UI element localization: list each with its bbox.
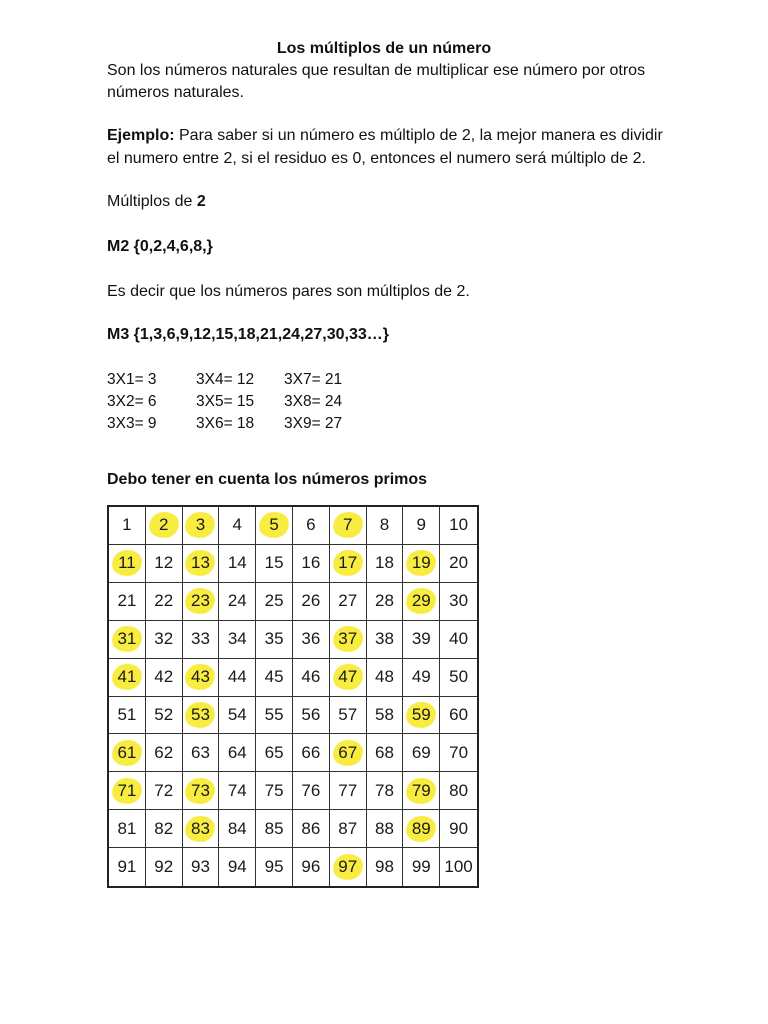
grid-cell	[440, 507, 477, 545]
grid-number: 87	[338, 818, 358, 838]
grid-number: 25	[264, 591, 284, 611]
grid-number: 7	[342, 515, 353, 535]
grid-cell-prime	[256, 507, 293, 545]
grid-cell	[146, 772, 183, 810]
grid-number: 90	[449, 818, 469, 838]
hundred-number-grid	[107, 505, 479, 888]
m2-set: M2 {0,2,4,6,8,}	[107, 238, 213, 255]
grid-number: 99	[411, 857, 431, 877]
grid-cell	[256, 848, 293, 886]
grid-cell	[367, 697, 404, 735]
grid-number: 52	[154, 704, 174, 724]
m3-set: M3 {1,3,6,9,12,15,18,21,24,27,30,33…}	[107, 326, 389, 343]
grid-cell-prime	[183, 810, 220, 848]
grid-number: 23	[191, 591, 210, 611]
grid-number: 54	[227, 704, 247, 724]
grid-number: 26	[301, 591, 321, 611]
grid-number: 28	[375, 591, 394, 611]
grid-cell	[293, 697, 330, 735]
grid-cell	[183, 734, 220, 772]
grid-number: 15	[264, 553, 284, 573]
grid-cell	[330, 772, 367, 810]
example-label: Ejemplo:	[107, 127, 175, 144]
grid-cell	[109, 697, 146, 735]
grid-number: 73	[191, 780, 210, 800]
grid-number: 96	[301, 857, 321, 877]
grid-cell	[219, 697, 256, 735]
primes-heading: Debo tener en cuenta los números primos	[107, 471, 428, 488]
grid-cell	[183, 621, 220, 659]
grid-cell	[146, 583, 183, 621]
definition-line-2: números naturales.	[107, 84, 244, 101]
grid-number: 98	[375, 857, 394, 877]
grid-number: 75	[264, 780, 284, 800]
grid-cell	[293, 810, 330, 848]
grid-number: 81	[117, 818, 137, 838]
grid-number: 2	[158, 515, 169, 535]
grid-number: 13	[191, 553, 210, 573]
grid-number: 67	[338, 742, 358, 762]
grid-cell	[330, 810, 367, 848]
grid-cell-prime	[183, 583, 220, 621]
grid-cell	[293, 659, 330, 697]
grid-number: 19	[411, 553, 431, 573]
grid-cell	[367, 772, 404, 810]
grid-number: 49	[411, 667, 431, 687]
grid-number: 89	[411, 818, 431, 838]
grid-number: 88	[375, 818, 394, 838]
grid-cell	[367, 810, 404, 848]
grid-number: 42	[154, 667, 174, 687]
grid-cell-prime	[109, 621, 146, 659]
grid-number: 63	[191, 742, 210, 762]
grid-cell	[256, 697, 293, 735]
grid-number: 79	[411, 780, 431, 800]
grid-cell	[146, 621, 183, 659]
grid-cell	[403, 659, 440, 697]
grid-number: 65	[264, 742, 284, 762]
grid-number: 53	[191, 704, 210, 724]
grid-cell	[109, 810, 146, 848]
grid-cell	[256, 621, 293, 659]
grid-cell	[219, 545, 256, 583]
grid-cell	[330, 583, 367, 621]
grid-number: 3	[195, 515, 206, 535]
grid-cell-prime	[330, 734, 367, 772]
grid-cell	[293, 583, 330, 621]
grid-number: 9	[416, 515, 427, 535]
times-table-cell: 3X8= 24	[284, 393, 343, 410]
grid-number: 27	[338, 591, 358, 611]
grid-cell	[440, 772, 477, 810]
grid-cell	[403, 621, 440, 659]
grid-cell	[256, 810, 293, 848]
grid-cell	[256, 772, 293, 810]
grid-cell	[293, 848, 330, 886]
grid-number: 80	[449, 780, 469, 800]
grid-number: 48	[375, 667, 394, 687]
grid-number: 33	[191, 629, 210, 649]
grid-number: 21	[117, 591, 137, 611]
grid-cell-prime	[109, 772, 146, 810]
definition-line-1: Son los números naturales que resultan de multiplicar ese número por otros	[107, 62, 646, 79]
grid-number: 39	[411, 629, 431, 649]
grid-number: 51	[117, 704, 137, 724]
grid-cell	[367, 848, 404, 886]
grid-cell	[293, 507, 330, 545]
times-table-cell: 3X4= 12	[196, 371, 255, 388]
grid-cell-prime	[146, 507, 183, 545]
grid-cell-prime	[403, 583, 440, 621]
grid-number: 85	[264, 818, 284, 838]
grid-number: 91	[117, 857, 137, 877]
grid-number: 29	[411, 591, 431, 611]
grid-cell-prime	[109, 734, 146, 772]
grid-number: 70	[449, 742, 469, 762]
grid-number: 76	[301, 780, 321, 800]
grid-number: 45	[264, 667, 284, 687]
grid-number: 66	[301, 742, 321, 762]
grid-cell	[219, 772, 256, 810]
grid-number: 77	[338, 780, 358, 800]
grid-cell-prime	[330, 659, 367, 697]
grid-number: 94	[227, 857, 247, 877]
grid-cell	[440, 545, 477, 583]
grid-cell	[440, 697, 477, 735]
grid-cell	[403, 507, 440, 545]
grid-number: 47	[338, 667, 358, 687]
grid-number: 95	[264, 857, 284, 877]
grid-number: 61	[117, 742, 137, 762]
grid-number: 24	[227, 591, 247, 611]
grid-cell	[440, 583, 477, 621]
grid-cell	[440, 810, 477, 848]
grid-cell	[403, 848, 440, 886]
grid-cell	[403, 734, 440, 772]
grid-number: 18	[375, 553, 394, 573]
grid-number: 78	[375, 780, 394, 800]
grid-number: 37	[338, 629, 358, 649]
grid-cell-prime	[330, 848, 367, 886]
grid-number: 64	[227, 742, 247, 762]
grid-number: 6	[306, 515, 316, 535]
grid-number: 56	[301, 704, 321, 724]
grid-number: 32	[154, 629, 174, 649]
grid-number: 97	[338, 857, 358, 877]
grid-number: 50	[449, 667, 469, 687]
grid-number: 60	[449, 704, 469, 724]
grid-number: 43	[191, 667, 210, 687]
grid-number: 46	[301, 667, 321, 687]
grid-cell	[219, 810, 256, 848]
grid-cell-prime	[183, 507, 220, 545]
grid-cell-prime	[330, 545, 367, 583]
times-table-cell: 3X9= 27	[284, 415, 343, 432]
grid-cell-prime	[109, 659, 146, 697]
grid-cell-prime	[403, 545, 440, 583]
grid-cell	[146, 810, 183, 848]
grid-cell	[440, 848, 477, 886]
example-line-2: el numero entre 2, si el residuo es 0, entonces el numero será múltiplo de 2.	[107, 150, 646, 167]
grid-number: 72	[154, 780, 174, 800]
times-table-cell: 3X7= 21	[284, 371, 343, 388]
times-table-cell: 3X5= 15	[196, 393, 255, 410]
grid-number: 68	[375, 742, 394, 762]
grid-cell	[146, 545, 183, 583]
times-table-cell: 3X1= 3	[107, 371, 157, 388]
grid-cell	[256, 545, 293, 583]
grid-cell-prime	[183, 697, 220, 735]
grid-cell	[330, 697, 367, 735]
times-table-cell: 3X6= 18	[196, 415, 255, 432]
grid-cell	[146, 697, 183, 735]
grid-cell	[219, 507, 256, 545]
grid-cell	[293, 545, 330, 583]
grid-number: 71	[117, 780, 137, 800]
grid-cell	[146, 848, 183, 886]
grid-cell-prime	[109, 545, 146, 583]
grid-number: 57	[338, 704, 358, 724]
example-text-1: Para saber si un número es múltiplo de 2, la mejor manera es dividir	[174, 127, 663, 144]
grid-number: 16	[301, 553, 321, 573]
grid-number: 74	[227, 780, 247, 800]
grid-number: 84	[227, 818, 247, 838]
grid-number: 44	[227, 667, 247, 687]
grid-number: 38	[375, 629, 394, 649]
grid-cell-prime	[330, 621, 367, 659]
times-table-cell: 3X2= 6	[107, 393, 157, 410]
grid-cell	[256, 659, 293, 697]
grid-number: 59	[411, 704, 431, 724]
grid-cell	[109, 848, 146, 886]
grid-number: 8	[379, 515, 390, 535]
grid-cell-prime	[183, 772, 220, 810]
grid-number: 14	[227, 553, 247, 573]
even-note: Es decir que los números pares son múltiplos de 2.	[107, 283, 470, 300]
grid-cell	[219, 734, 256, 772]
grid-cell	[109, 507, 146, 545]
grid-number: 34	[227, 629, 247, 649]
grid-cell	[183, 848, 220, 886]
grid-cell	[219, 848, 256, 886]
grid-cell	[293, 772, 330, 810]
times-table-cell: 3X3= 9	[107, 415, 157, 432]
grid-number: 69	[411, 742, 431, 762]
grid-number: 58	[375, 704, 394, 724]
grid-number: 36	[301, 629, 321, 649]
grid-number: 20	[449, 553, 469, 573]
example-line-1	[107, 125, 663, 147]
grid-number: 17	[338, 553, 358, 573]
grid-number: 4	[232, 515, 243, 535]
grid-cell-prime	[403, 697, 440, 735]
grid-number: 62	[154, 742, 174, 762]
grid-number: 35	[264, 629, 284, 649]
grid-cell-prime	[183, 545, 220, 583]
grid-cell	[440, 621, 477, 659]
grid-number: 31	[117, 629, 137, 649]
grid-cell	[219, 659, 256, 697]
grid-cell	[256, 583, 293, 621]
grid-number: 11	[118, 553, 136, 573]
grid-cell	[219, 583, 256, 621]
grid-number: 1	[122, 515, 132, 535]
grid-cell	[256, 734, 293, 772]
grid-cell	[367, 621, 404, 659]
grid-cell	[146, 659, 183, 697]
grid-number: 10	[449, 515, 469, 535]
grid-number: 55	[264, 704, 284, 724]
grid-number: 30	[449, 591, 469, 611]
grid-cell-prime	[403, 772, 440, 810]
grid-number: 100	[444, 857, 473, 877]
grid-cell	[293, 621, 330, 659]
grid-cell	[367, 583, 404, 621]
grid-number: 92	[154, 857, 174, 877]
grid-number: 41	[117, 667, 137, 687]
grid-number: 40	[449, 629, 469, 649]
grid-number: 83	[191, 818, 210, 838]
grid-cell	[109, 583, 146, 621]
grid-cell	[367, 545, 404, 583]
grid-cell-prime	[183, 659, 220, 697]
grid-cell	[146, 734, 183, 772]
grid-number: 82	[154, 818, 174, 838]
grid-cell	[440, 659, 477, 697]
multiples-of-text: Múltiplos de	[107, 193, 197, 210]
grid-number: 12	[154, 553, 174, 573]
grid-cell	[219, 621, 256, 659]
grid-number: 5	[269, 515, 279, 535]
grid-cell	[367, 659, 404, 697]
multiples-of-number: 2	[196, 193, 206, 210]
grid-cell	[293, 734, 330, 772]
grid-number: 93	[191, 857, 210, 877]
grid-number: 22	[154, 591, 174, 611]
page-title: Los múltiplos de un número	[276, 40, 492, 57]
grid-number: 86	[301, 818, 321, 838]
grid-cell-prime	[403, 810, 440, 848]
grid-cell	[367, 734, 404, 772]
multiples-of-heading	[107, 191, 206, 213]
grid-cell	[440, 734, 477, 772]
grid-cell-prime	[330, 507, 367, 545]
grid-cell	[367, 507, 404, 545]
